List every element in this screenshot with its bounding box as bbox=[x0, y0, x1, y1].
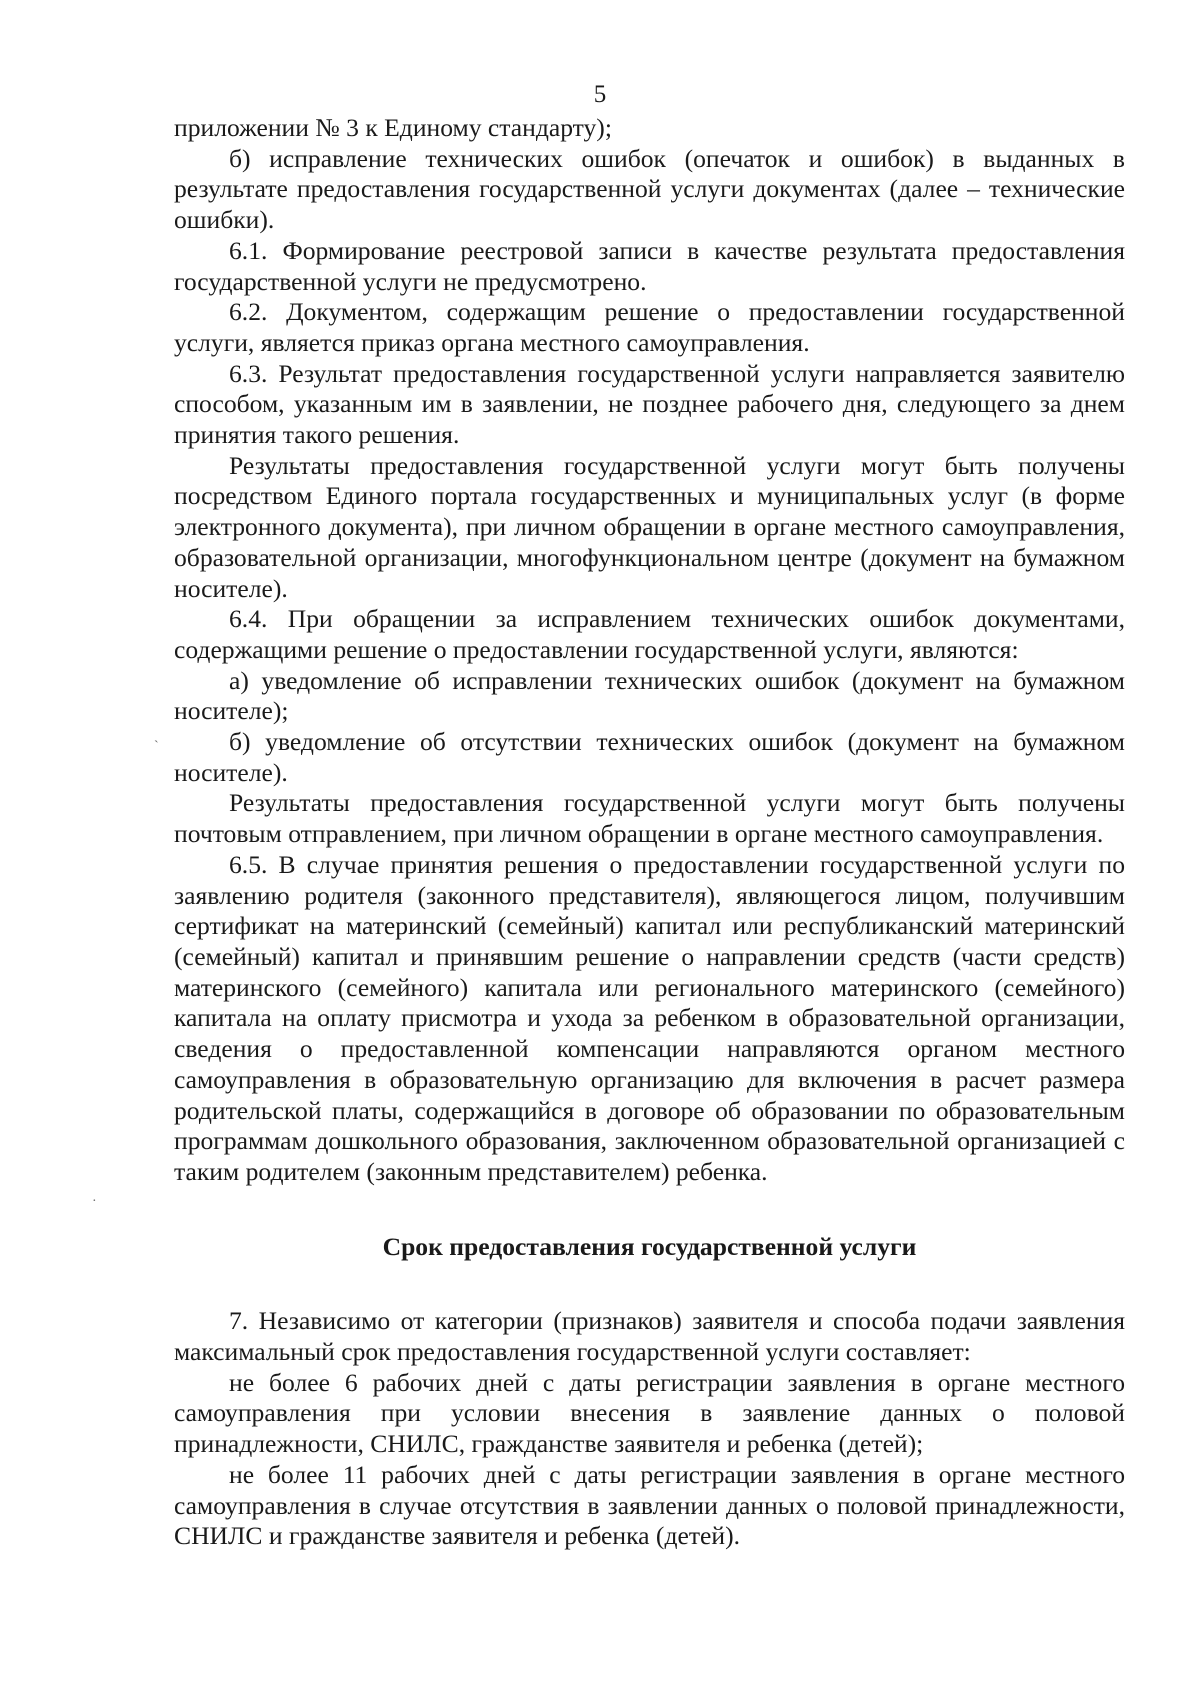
scan-speck: · bbox=[92, 1194, 97, 1209]
section-heading: Срок предоставления государственной услуги bbox=[382, 1231, 917, 1261]
document-body bbox=[174, 113, 1125, 1552]
paragraph: б) исправление технических ошибок (опечаток и ошибок) в выданных в результате предоставления государственной услуги документах (далее – технические ошибки). bbox=[174, 143, 1125, 235]
paragraph: 6.5. В случае принятия решения о предоставлении государственной услуги по заявлению родителя (законного представителя), являющегося лицом, получившим сертификат на материнский (семейный) капитал или республиканский материнский (семейный) капитал и принявшим решение о направлении средств (части средств) материнского (семейного) капитала или регионального материнского (семейного) капитала на оплату присмотра и ухода за ребенком в образовательной организации, сведения о предоставленной компенсации направляются органом местного самоуправления в образовательную организацию для включения в расчет размера родительской платы, содержащийся в договоре об образовании по образовательным программам дошкольного образования, заключенном образовательной организацией с таким родителем (законным представителем) ребенка. bbox=[174, 849, 1125, 1186]
paragraph: 7. Независимо от категории (признаков) заявителя и способа подачи заявления максимальный срок предоставления государственной услуги составляет: bbox=[174, 1306, 1125, 1367]
paragraph: 6.4. При обращении за исправлением технических ошибок документами, содержащими решение о предоставлении государственной услуги, являются: bbox=[174, 604, 1125, 664]
paragraph: Результаты предоставления государственной услуги могут быть получены посредством Единого портала государственных и муниципальных услуг (в форме электронного документа), при личном обращении в органе местного самоуправления, образовательной организации, многофункциональном центре (документ на бумажном носителе). bbox=[174, 450, 1125, 603]
paragraph: 6.1. Формирование реестровой записи в качестве результата предоставления государственной услуги не предусмотрено. bbox=[174, 235, 1125, 296]
paragraph: 6.3. Результат предоставления государственной услуги направляется заявителю способом, указанным им в заявлении, не позднее рабочего дня, следующего за днем принятия такого решения. bbox=[174, 358, 1125, 450]
paragraph: приложении № 3 к Единому стандарту); bbox=[174, 113, 612, 142]
paragraph: 6.2. Документом, содержащим решение о предоставлении государственной услуги, является приказ органа местного самоуправления. bbox=[174, 297, 1125, 357]
paragraph: не более 6 рабочих дней с даты регистрации заявления в органе местного самоуправления при условии внесения в заявление данных о половой принадлежности, СНИЛС, гражданстве заявителя и ребенка (детей); bbox=[174, 1367, 1125, 1459]
page-number: 5 bbox=[593, 81, 607, 108]
paragraph: не более 11 рабочих дней с даты регистрации заявления в органе местного самоуправления в случае отсутствия в заявлении данных о половой принадлежности, СНИЛС и гражданстве заявителя и ребенка (детей). bbox=[174, 1459, 1125, 1551]
paragraph: б) уведомление об отсутствии технических ошибок (документ на бумажном носителе). bbox=[174, 727, 1125, 787]
scan-speck: ` bbox=[154, 739, 159, 754]
paragraph: а) уведомление об исправлении технических ошибок (документ на бумажном носителе); bbox=[174, 665, 1125, 726]
paragraph: Результаты предоставления государственной услуги могут быть получены почтовым отправлением, при личном обращении в органе местного самоуправления. bbox=[174, 788, 1125, 849]
